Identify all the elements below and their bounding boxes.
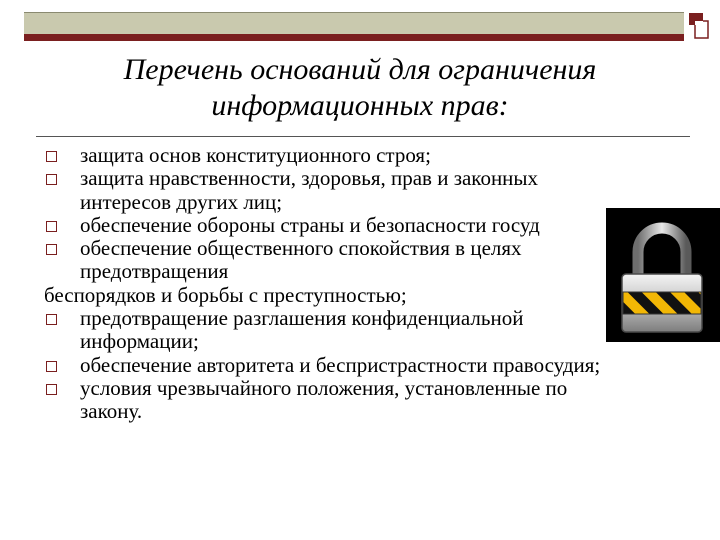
list-item-text: защита основ конституционного строя; <box>80 143 431 167</box>
list-item-continuation: интересов других лиц; <box>80 189 283 214</box>
padlock-image <box>600 208 720 342</box>
square-bullet-icon <box>46 244 57 255</box>
list-item <box>44 377 704 424</box>
list-item-text: условия чрезвычайного положения, установленные по <box>80 375 568 400</box>
list-item <box>44 167 704 214</box>
list-item-continuation: предотвращения <box>80 259 229 284</box>
square-bullet-icon <box>46 151 57 162</box>
title-line-1: Перечень оснований для ограничения <box>123 53 597 86</box>
corner-decoration-icon <box>688 12 710 40</box>
padlock-icon <box>600 208 720 342</box>
square-bullet-icon <box>46 174 57 185</box>
list-item-text: предотвращение разглашения конфиденциальной <box>80 306 524 331</box>
square-bullet-icon <box>46 361 57 372</box>
square-bullet-icon <box>46 221 57 232</box>
list-item-continuation: информации; <box>80 329 199 354</box>
page-title <box>60 52 660 124</box>
square-bullet-icon <box>46 314 57 325</box>
list-item-text: защита нравственности, здоровья, прав и законных <box>80 166 539 191</box>
list-item-continuation: закону. <box>80 399 143 424</box>
title-line-2: информационных прав: <box>211 89 509 122</box>
list-item-text: обеспечение обороны страны и безопасности госуд <box>80 212 540 237</box>
list-item-text: обеспечение общественного спокойствия в целях <box>80 236 522 261</box>
square-bullet-icon <box>46 384 57 395</box>
list-item <box>44 354 704 377</box>
list-item-text: обеспечение авторитета и беспристрастности правосудия; <box>80 352 601 377</box>
header-accent-line <box>24 34 684 41</box>
list-item-text: беспорядков и борьбы с преступностью; <box>44 282 407 307</box>
list-item <box>44 144 704 167</box>
title-divider <box>36 136 690 137</box>
